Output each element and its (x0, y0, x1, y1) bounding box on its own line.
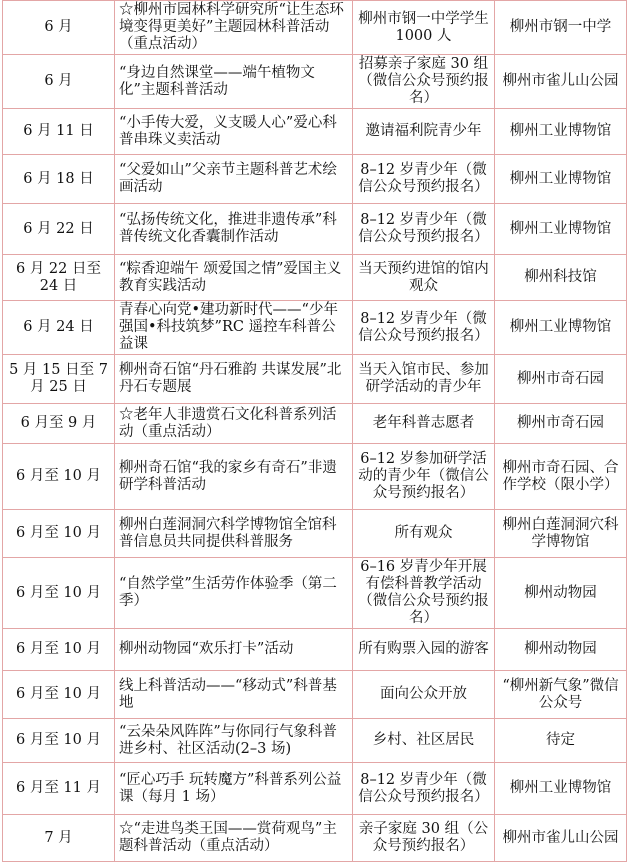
date-cell: 6 月 24 日 (3, 301, 115, 355)
date-cell: 6 月 (3, 1, 115, 55)
activity-cell: “弘扬传统文化，推进非遗传承”科普传统文化香囊制作活动 (115, 204, 353, 255)
activity-cell: 柳州动物园“欢乐打卡”活动 (115, 629, 353, 671)
activity-cell: “父爱如山”父亲节主题科普艺术绘画活动 (115, 155, 353, 204)
audience-cell: 6–16 岁青少年开展有偿科普教学活动（微信公众号预约报名） (353, 558, 495, 629)
date-cell: 6 月至 9 月 (3, 404, 115, 444)
audience-cell: 所有购票入园的游客 (353, 629, 495, 671)
venue-cell: 柳州市钢一中学 (495, 1, 627, 55)
activity-cell: 线上科普活动——“移动式”科普基地 (115, 671, 353, 719)
activity-cell: 柳州奇石馆“丹石雅韵 共谋发展”北丹石专题展 (115, 355, 353, 404)
activity-cell: “匠心巧手 玩转魔方”科普系列公益课（每月 1 场） (115, 763, 353, 815)
table-row (3, 55, 627, 109)
audience-cell: 柳州市钢一中学学生 1000 人 (353, 1, 495, 55)
activity-cell: “云朵朵风阵阵”与你同行气象科普进乡村、社区活动(2–3 场) (115, 719, 353, 763)
venue-cell: 柳州市奇石园 (495, 355, 627, 404)
venue-cell: 柳州市雀儿山公园 (495, 815, 627, 862)
audience-cell: 亲子家庭 30 组（公众号预约报名） (353, 815, 495, 862)
activity-cell: “自然学堂”生活劳作体验季（第二季） (115, 558, 353, 629)
venue-cell: 柳州工业博物馆 (495, 204, 627, 255)
activity-schedule-table (2, 0, 627, 862)
venue-cell: 柳州工业博物馆 (495, 301, 627, 355)
table-row (3, 301, 627, 355)
table-row (3, 355, 627, 404)
date-cell: 6 月至 11 月 (3, 763, 115, 815)
activity-cell: “小手传大爱，义支暖人心”爱心科普串珠义卖活动 (115, 109, 353, 155)
date-cell: 6 月至 10 月 (3, 444, 115, 510)
venue-cell: 柳州动物园 (495, 558, 627, 629)
audience-cell: 所有观众 (353, 510, 495, 558)
table-row (3, 404, 627, 444)
audience-cell: 6–12 岁参加研学活动的青少年（微信公众号预约报名） (353, 444, 495, 510)
table-row (3, 255, 627, 301)
table-row (3, 763, 627, 815)
activity-cell: ☆老年人非遗赏石文化科普系列活动（重点活动） (115, 404, 353, 444)
audience-cell: 8–12 岁青少年（微信公众号预约报名） (353, 301, 495, 355)
audience-cell: 乡村、社区居民 (353, 719, 495, 763)
venue-cell: 柳州市奇石园 (495, 404, 627, 444)
venue-cell: 柳州动物园 (495, 629, 627, 671)
activity-cell: “身边自然课堂——端午植物文化”主题科普活动 (115, 55, 353, 109)
venue-cell: 柳州白莲洞洞穴科学博物馆 (495, 510, 627, 558)
date-cell: 6 月至 10 月 (3, 671, 115, 719)
date-cell: 6 月至 10 月 (3, 558, 115, 629)
activity-cell: 青春心向党•建功新时代——“少年强国•科技筑梦”RC 遥控车科普公益课 (115, 301, 353, 355)
venue-cell: 柳州工业博物馆 (495, 763, 627, 815)
audience-cell: 邀请福利院青少年 (353, 109, 495, 155)
date-cell: 6 月 18 日 (3, 155, 115, 204)
audience-cell: 当天入馆市民、参加研学活动的青少年 (353, 355, 495, 404)
venue-cell: 柳州市雀儿山公园 (495, 55, 627, 109)
date-cell: 6 月 11 日 (3, 109, 115, 155)
venue-cell: 柳州市奇石园、合作学校（限小学） (495, 444, 627, 510)
table-row (3, 719, 627, 763)
date-cell: 7 月 (3, 815, 115, 862)
audience-cell: 老年科普志愿者 (353, 404, 495, 444)
table-row (3, 558, 627, 629)
audience-cell: 招募亲子家庭 30 组（微信公众号预约报名） (353, 55, 495, 109)
audience-cell: 8–12 岁青少年（微信公众号预约报名） (353, 155, 495, 204)
activity-cell: “粽香迎端午 颂爱国之情”爱国主义教育实践活动 (115, 255, 353, 301)
date-cell: 6 月 22 日 (3, 204, 115, 255)
table-row (3, 1, 627, 55)
table-row (3, 671, 627, 719)
date-cell: 6 月至 10 月 (3, 719, 115, 763)
table-row (3, 510, 627, 558)
table-row (3, 109, 627, 155)
venue-cell: 柳州工业博物馆 (495, 109, 627, 155)
venue-cell: “柳州新气象”微信公众号 (495, 671, 627, 719)
table-row (3, 155, 627, 204)
venue-cell: 柳州科技馆 (495, 255, 627, 301)
audience-cell: 当天预约进馆的馆内观众 (353, 255, 495, 301)
table-row (3, 815, 627, 862)
date-cell: 5 月 15 日至 7 月 25 日 (3, 355, 115, 404)
audience-cell: 面向公众开放 (353, 671, 495, 719)
venue-cell: 柳州工业博物馆 (495, 155, 627, 204)
activity-cell: 柳州白莲洞洞穴科学博物馆全馆科普信息员共同提供科普服务 (115, 510, 353, 558)
venue-cell: 待定 (495, 719, 627, 763)
table-row (3, 629, 627, 671)
audience-cell: 8–12 岁青少年（微信公众号预约报名） (353, 204, 495, 255)
table-row (3, 204, 627, 255)
date-cell: 6 月 22 日至 24 日 (3, 255, 115, 301)
activity-cell: 柳州奇石馆“我的家乡有奇石”非遗研学科普活动 (115, 444, 353, 510)
date-cell: 6 月至 10 月 (3, 510, 115, 558)
audience-cell: 8–12 岁青少年（微信公众号预约报名） (353, 763, 495, 815)
table-row (3, 444, 627, 510)
activity-cell: ☆“走进鸟类王国——赏荷观鸟”主题科普活动（重点活动） (115, 815, 353, 862)
date-cell: 6 月至 10 月 (3, 629, 115, 671)
date-cell: 6 月 (3, 55, 115, 109)
activity-cell: ☆柳州市园林科学研究所“让生态环境变得更美好”主题园林科普活动（重点活动） (115, 1, 353, 55)
